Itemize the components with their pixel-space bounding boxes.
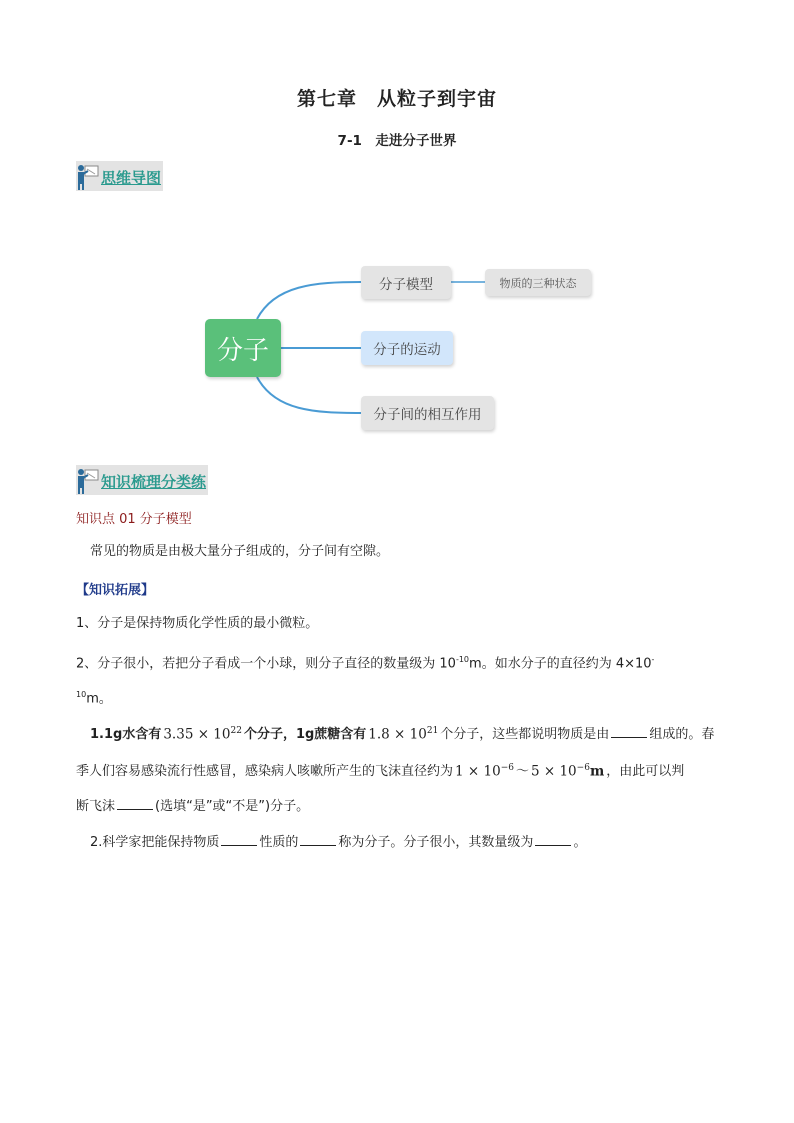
q1-range-separator: ～ [515,764,529,779]
q1-text-5: 季人们容易感染流行性感冒，感染病人咳嗽所产生的飞沫直径约为 [76,764,454,779]
q1-text-4: 组成的。春 [649,727,715,742]
q1-blank-1[interactable] [611,725,647,738]
q1-number-sucrose-base: 1.8 × 10 [368,726,427,742]
q2-blank-3[interactable] [535,833,571,846]
mindmap-node-intermolecular-force: 分子间的相互作用 [361,396,494,430]
q1-range-start-base: 1 × 10 [455,763,501,779]
q1-number-water [163,726,242,743]
q1-unit: m [589,763,605,779]
chapter-title: 第七章 从粒子到宇宙 [296,88,497,110]
teacher-icon [76,467,100,495]
q2-blank-2[interactable] [300,833,336,846]
q1-range-start [455,763,514,780]
q1-number-water-base: 3.35 × 10 [163,726,231,742]
q1-text-7: 断飞沫 [76,799,116,814]
q2-text-3: 称为分子。分子很小，其数量级为 [338,835,534,850]
section-title: 7-1 走进分子世界 [337,133,457,149]
extension-item-2-exp2: - [651,655,655,664]
q1-text-2: 个分子，1g蔗糖含有 [243,727,367,742]
question-1-line-2 [76,760,684,779]
question-2 [90,831,586,850]
q1-range-end [531,763,604,780]
q1-text-1: 1.1g水含有 [90,727,162,742]
q1-text-8: (选填“是”或“不是”)分子。 [155,799,310,814]
extension-item-2-line2-text: m。 [86,691,112,707]
question-1-line-3 [76,795,309,814]
mindmap-node-molecule-motion: 分子的运动 [361,331,453,365]
mindmap-root-node: 分子 [205,319,281,377]
q1-range-start-exp: −6 [500,762,514,773]
q1-number-sucrose [368,726,438,743]
extension-item-2 [76,651,654,673]
extension-title: 【知识拓展】 [76,583,155,598]
q1-range-end-exp: −6 [576,762,590,773]
q2-text-2: 性质的 [259,835,299,850]
mindmap-banner-label: 思维导图 [101,169,162,187]
q1-range-end-base: 5 × 10 [530,763,577,779]
mindmap-banner [76,161,163,191]
extension-item-2-text-mid: m。如水分子的直径约为 4×10 [469,656,652,672]
q2-blank-1[interactable] [221,833,257,846]
knowledge-point-title: 知识点 01 分子模型 [76,512,192,527]
q1-text-6: ，由此可以判 [606,764,685,779]
extension-item-2-cont [76,686,112,708]
knowledge-banner-label: 知识梳理分类练 [101,473,207,491]
extension-item-2-line2-exp: 10 [76,690,87,699]
knowledge-banner [76,465,208,495]
q2-text-1: 2.科学家把能保持物质 [90,835,220,850]
question-1-line-1 [90,723,714,742]
extension-item-2-text-a: 2、分子很小，若把分子看成一个小球，则分子直径的数量级为 10 [76,656,456,672]
q2-text-4: 。 [573,835,587,850]
knowledge-intro: 常见的物质是由极大量分子组成的，分子间有空隙。 [90,544,390,559]
q1-blank-2[interactable] [117,797,153,810]
extension-item-1: 1、分子是保持物质化学性质的最小微粒。 [76,616,319,631]
q1-number-water-exp: 22 [230,725,242,736]
teacher-icon [76,163,100,191]
q1-text-3: 个分子，这些都说明物质是由 [440,727,610,742]
extension-item-2-exp1: -10 [455,655,470,664]
mindmap [195,255,605,440]
mindmap-node-molecule-model: 分子模型 [361,266,451,299]
mindmap-node-three-states: 物质的三种状态 [485,269,591,296]
q1-number-sucrose-exp: 21 [426,725,439,736]
